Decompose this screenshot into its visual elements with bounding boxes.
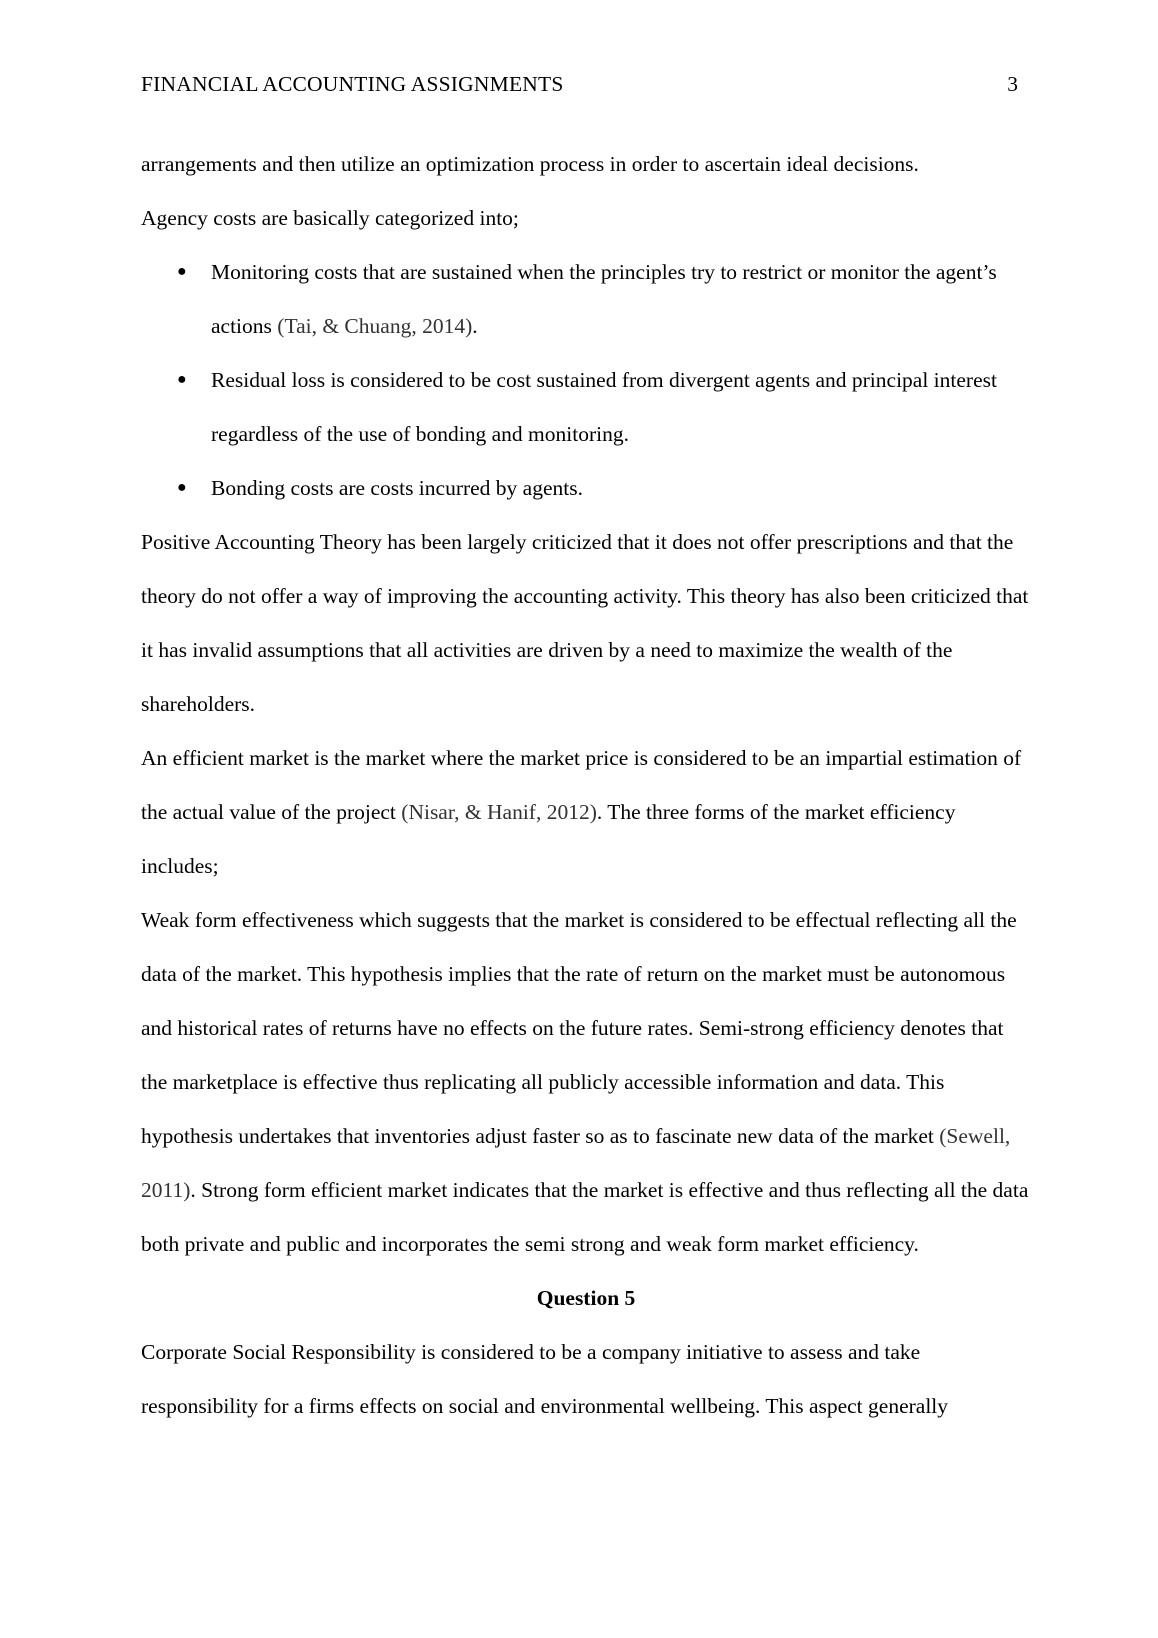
document-body [141,137,1031,1433]
paragraph-text-end: . Strong form efficient market indicates that the market is effective and thus reflecting all the data both private and public and incorporates the semi strong and weak form market efficiency. [141,1178,1029,1256]
citation: (Nisar, & Hanif, 2012) [401,800,597,824]
paragraph-market-efficiency-forms [141,893,1031,1271]
header-title: FINANCIAL ACCOUNTING ASSIGNMENTS [141,72,564,96]
paragraph-csr: Corporate Social Responsibility is considered to be a company initiative to assess and take responsibility for a firms effects on social and environmental wellbeing. This aspect generally [141,1340,949,1418]
paragraph-agency-costs-intro: Agency costs are basically categorized into; [141,206,519,230]
paragraph-text: An efficient market is the market where the market price is considered to be an impartial estimation of the actual value of the project [141,746,1022,824]
bullet-icon: ● [177,263,187,280]
citation: (Tai, & Chuang, 2014) [277,314,473,338]
paragraph-positive-accounting-theory: Positive Accounting Theory has been largely criticized that it does not offer prescriptions and that the theory do not offer a way of improving the accounting activity. This theory has also been criticized that it has invalid assumptions that all activities are driven by a need to maximize the wealth of the shareholders. [141,530,1029,716]
page-number: 3 [1007,72,1018,96]
paragraph-continuation: arrangements and then utilize an optimization process in order to ascertain ideal decisions. [141,152,919,176]
bullet-icon: ● [177,371,187,388]
agency-costs-list [141,245,1031,515]
paragraph-efficient-market [141,731,1031,893]
running-header [141,68,1018,100]
list-item-text: Monitoring costs that are sustained when the principles try to restrict or monitor the agent’s actions [211,260,997,338]
paragraph-text-end: . The three forms of the market efficiency includes; [141,800,956,878]
paragraph-text: Weak form effectiveness which suggests that the market is considered to be effectual reflecting all the data of the market. This hypothesis implies that the rate of return on the market must be autonomous and historical rates of returns have no effects on the future rates. Semi-strong efficiency denotes that the marketplace is effective thus replicating all publicly accessible information and data. This hypothesis undertakes that inventories adjust faster so as to fascinate new data of the market [141,908,1017,1148]
list-item-text: Bonding costs are costs incurred by agents. [211,476,583,500]
list-item-residual-loss [141,353,1031,461]
list-item-bonding-costs [141,461,1031,515]
list-item-text: Residual loss is considered to be cost sustained from divergent agents and principal interest regardless of the use of bonding and monitoring. [211,368,997,446]
bullet-icon: ● [177,479,187,496]
list-item-monitoring-costs [141,245,1031,353]
list-item-text-end: . [472,314,478,338]
section-heading: Question 5 [536,1286,636,1310]
citation: (Sewell, 2011) [141,1124,1011,1202]
